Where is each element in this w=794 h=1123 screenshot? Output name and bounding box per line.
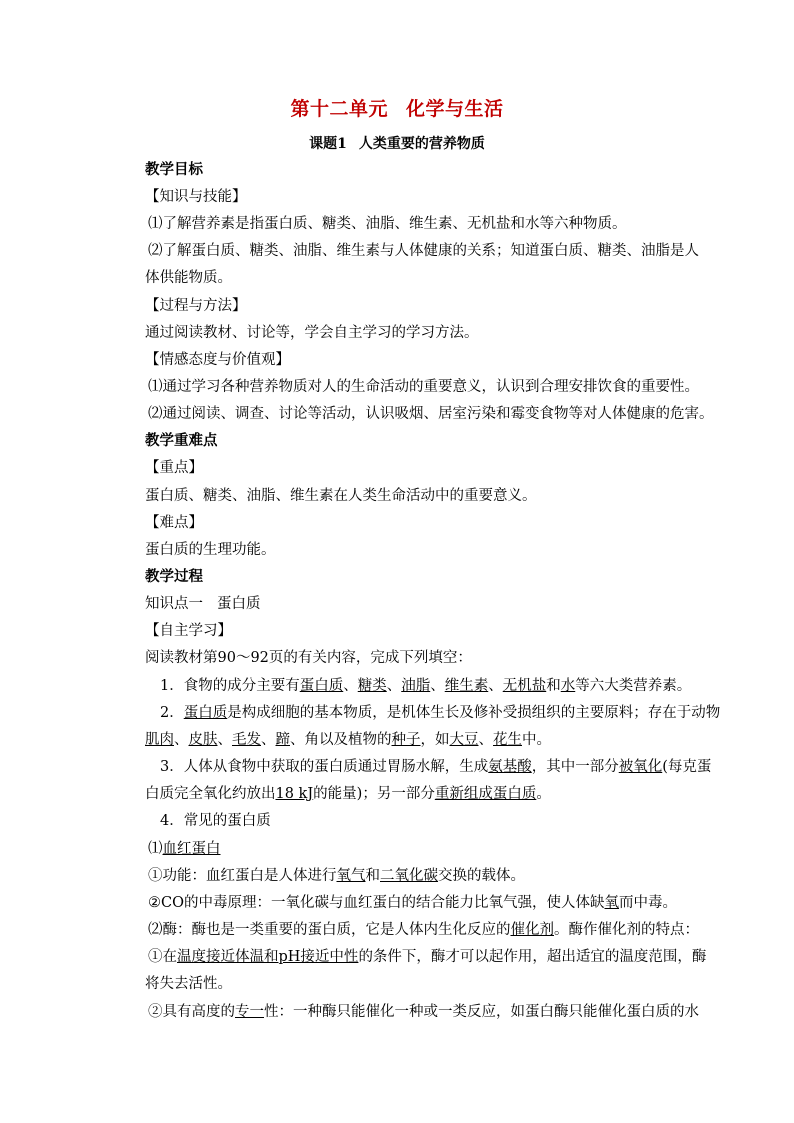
text-fragment: 、 (174, 732, 189, 748)
answer-blank: 蹄 (275, 732, 290, 748)
text-fragment: 和 (365, 868, 380, 884)
enzyme-feature-1-cont: 将失去活性。 (145, 976, 232, 992)
text-fragment: 、 (386, 678, 402, 694)
enzyme-feature-2 (148, 1003, 699, 1021)
text-fragment: 的能量)；另一部分 (313, 786, 435, 802)
answer-blank: 催化剂 (510, 922, 554, 938)
answer-blank: 皮肤 (188, 732, 218, 748)
text-fragment: (每克蛋 (662, 759, 712, 775)
question-4: 4．常见的蛋白质 (160, 813, 271, 829)
answer-blank: 维生素 (444, 678, 489, 694)
enzyme-feature-1 (148, 948, 706, 966)
reading-instruction: 阅读教材第90～92页的有关内容，完成下列填空： (145, 650, 472, 666)
difficulty-text: 蛋白质的生理功能。 (145, 542, 276, 558)
question-3 (160, 758, 711, 776)
section-heading-key: 教学重难点 (145, 432, 218, 449)
answer-blank: 蛋白质 (299, 678, 344, 694)
question-3-cont (145, 785, 551, 803)
answer-blank: 花生 (493, 732, 522, 748)
text-fragment: 而中毒。 (618, 895, 677, 911)
lesson-topic: 人类重要的营养物质 (358, 136, 485, 152)
answer-blank: 无机盐 (502, 678, 547, 694)
answer-blank: 氧气 (336, 868, 366, 884)
section-heading-goals: 教学目标 (145, 161, 203, 178)
answer-blank: 肌肉 (145, 732, 174, 748)
text-fragment: 白质完全氧化约放出 (145, 786, 276, 802)
text-fragment: 3．人体从食物中获取的蛋白质通过胃肠水解，生成 (160, 759, 489, 775)
text-fragment: 是构成细胞的基本物质，是机体生长及修补受损组织的主要原料；存在于动物 (227, 705, 721, 721)
lesson-title (0, 133, 794, 153)
text-fragment: ⑴ (148, 841, 163, 857)
text-fragment: ①在 (148, 949, 177, 965)
answer-blank: 糖类 (357, 678, 387, 694)
process-label: 【过程与方法】 (145, 298, 247, 314)
text-fragment: ②CO的中毒原理：一氧化碳与血红蛋白的结合能力比氧气强，使人体缺 (148, 895, 605, 911)
focus-label: 【重点】 (145, 460, 203, 476)
text-fragment: ②具有高度的 (148, 1004, 235, 1020)
text-fragment: 、角以及植物的 (290, 732, 392, 748)
answer-blank: 种子 (391, 732, 421, 748)
knowledge-item-1: ⑴了解营养素是指蛋白质、糖类、油脂、维生素、无机盐和水等六种物质。 (148, 216, 627, 232)
text-fragment: 和 (546, 678, 561, 694)
text-fragment: 蛋白质 (217, 596, 261, 612)
answer-blank: 水 (560, 678, 576, 694)
knowledge-item-2: ⑵了解蛋白质、糖类、油脂、维生素与人体健康的关系；知道蛋白质、糖类、油脂是人 (148, 243, 699, 259)
text-fragment: 、 (261, 732, 276, 748)
text-fragment: 中。 (522, 732, 551, 748)
section-heading-process: 教学过程 (145, 568, 203, 585)
lesson-number: 课题1 (309, 136, 347, 152)
text-fragment: 2． (160, 705, 184, 721)
knowledge-item-2-cont: 体供能物质。 (145, 270, 232, 286)
answer-blank: 氨基酸 (488, 759, 532, 775)
text-fragment: 、 (488, 678, 503, 694)
self-study-label: 【自主学习】 (145, 623, 232, 639)
emotion-item-2: ⑵通过阅读、调查、讨论等活动，认识吸烟、居室污染和霉变食物等对人体健康的危害。 (148, 406, 714, 422)
answer-blank: 毛发 (232, 732, 261, 748)
question-1 (160, 677, 691, 695)
text-fragment: 、 (217, 732, 232, 748)
answer-blank: 温度接近体温和pH接近中性 (177, 949, 359, 965)
emotion-label: 【情感态度与价值观】 (145, 352, 290, 368)
text-fragment: 、 (343, 678, 358, 694)
difficulty-label: 【难点】 (145, 515, 203, 531)
protein-hemoglobin (148, 840, 221, 858)
text-fragment: 等六大类营养素。 (575, 678, 692, 694)
answer-blank: 大豆 (449, 732, 479, 748)
emotion-item-1: ⑴通过学习各种营养物质对人的生命活动的重要意义，认识到合理安排饮食的重要性。 (148, 379, 699, 395)
answer-blank: 18 kJ (275, 786, 314, 802)
text-fragment: 。 (536, 786, 551, 802)
text-fragment: ，如 (420, 732, 450, 748)
text-fragment: 。酶作催化剂的特点： (554, 922, 699, 938)
focus-text: 蛋白质、糖类、油脂、维生素在人类生命活动中的重要意义。 (145, 488, 537, 504)
enzyme-intro (148, 921, 699, 939)
unit-title (0, 94, 794, 121)
text-fragment: 性：一种酶只能催化一种或一类反应，如蛋白酶只能催化蛋白质的水 (264, 1004, 699, 1020)
text-fragment: 知识点一 (145, 596, 203, 612)
answer-blank: 二氧化碳 (380, 868, 438, 884)
text-fragment: 交换的载体。 (438, 868, 525, 884)
knowledge-point-1 (145, 595, 261, 613)
answer-blank: 油脂 (401, 678, 431, 694)
knowledge-label: 【知识与技能】 (145, 189, 247, 205)
text-fragment: ，其中一部分 (531, 759, 619, 775)
hemoglobin-function (148, 867, 525, 885)
process-item: 通过阅读教材、讨论等，学会自主学习的学习方法。 (145, 325, 479, 341)
answer-blank: 氧 (604, 895, 619, 911)
answer-blank: 蛋白质 (183, 705, 228, 721)
unit-number: 第十二单元 (290, 98, 388, 120)
question-2-cont (145, 731, 551, 749)
unit-topic: 化学与生活 (406, 98, 504, 120)
text-fragment: ⑵酶：酶也是一类重要的蛋白质，它是人体内生化反应的 (148, 922, 511, 938)
text-fragment: 1．食物的成分主要有 (160, 678, 300, 694)
text-fragment: ①功能：血红蛋白是人体进行 (148, 868, 337, 884)
text-fragment: 、 (478, 732, 493, 748)
text-fragment: 、 (430, 678, 445, 694)
co-poisoning (148, 894, 677, 912)
answer-blank: 血红蛋白 (162, 841, 221, 857)
text-fragment: 的条件下，酶才可以起作用，超出适宜的温度范围，酶 (358, 949, 707, 965)
question-2 (160, 704, 720, 722)
answer-blank: 重新组成蛋白质 (434, 786, 537, 802)
answer-blank: 专一 (235, 1004, 264, 1020)
answer-blank: 被氧化 (618, 759, 663, 775)
